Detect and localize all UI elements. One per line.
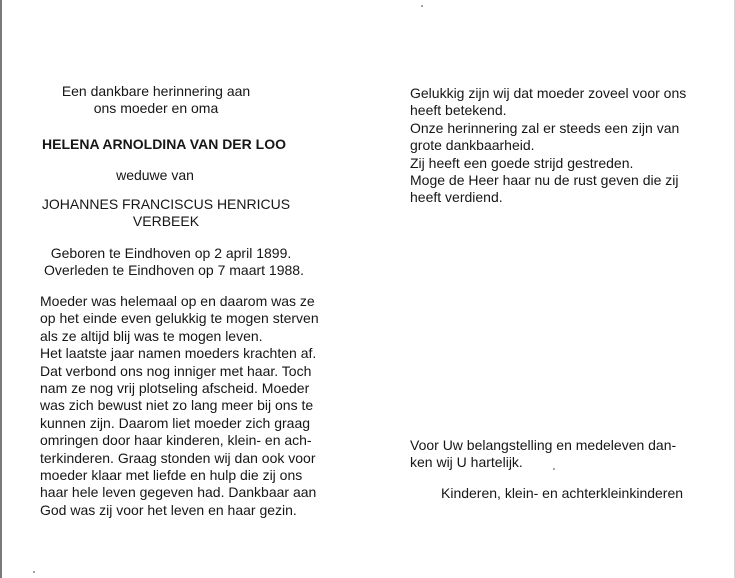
- right-text-line: Gelukkig zijn wij dat moeder zoveel voor ons: [410, 85, 687, 101]
- left-text-line: Dat verbond ons nog inniger met haar. Toch: [40, 362, 312, 379]
- left-text-line: God was zij voor het leven en haar gezin.: [40, 501, 297, 518]
- print-speck: [33, 571, 35, 573]
- left-text-line: terkinderen. Graag stonden wij dan ook voor: [40, 449, 316, 466]
- birth-date-line: Geboren te Eindhoven op 2 april 1899.: [50, 245, 292, 261]
- thanks-text: [410, 437, 702, 472]
- left-text-line: moeder klaar met liefde en hulp die zij ons: [40, 467, 303, 484]
- left-memorial-text: [40, 293, 326, 519]
- relation-text: weduwe van: [116, 167, 194, 183]
- death-date-line: Overleden te Eindhoven op 7 maart 1988.: [44, 262, 304, 278]
- left-text-line: Het laatste jaar namen moeders krachten af.: [40, 345, 317, 362]
- left-text-line: was zich bewust niet zo lang meer bij ons te: [40, 397, 314, 414]
- thanks-line: ken wij U hartelijk.: [410, 454, 523, 471]
- right-memorial-text: [410, 85, 706, 207]
- spouse-line-1: JOHANNES FRANCISCUS HENRICUS: [41, 196, 291, 212]
- right-text-line: Onze herinnering zal er steeds een zijn van: [410, 119, 680, 136]
- print-speck: [421, 5, 423, 7]
- left-text-line: op het einde even gelukkig te mogen sterven: [40, 310, 319, 327]
- left-border: [0, 0, 2, 578]
- right-text-line: heeft verdiend.: [410, 189, 503, 206]
- signature-line: Kinderen, klein- en achterkleinkinderen: [441, 485, 684, 501]
- intro-line-1: Een dankbare herinnering aan: [61, 83, 251, 99]
- deceased-name: HELENA ARNOLDINA VAN DER LOO: [42, 136, 286, 152]
- left-text-line: Moeder was helemaal op en daarom was ze: [40, 293, 315, 309]
- right-text-line: Zij heeft een goede strijd gestreden.: [410, 154, 634, 171]
- right-text-line: grote dankbaarheid.: [410, 137, 535, 154]
- left-text-line: nam ze nog vrij plotseling afscheid. Moeder: [40, 380, 310, 397]
- left-text-line: haar hele leven gegeven had. Dankbaar aan: [40, 484, 317, 501]
- left-text-line: als ze altijd blij was te mogen leven.: [40, 327, 263, 344]
- intro-line-2: ons moeder en oma: [93, 100, 219, 116]
- spouse-line-2: VERBEEK: [132, 213, 200, 229]
- print-speck: [553, 468, 555, 470]
- left-text-line: kunnen zijn. Daarom liet moeder zich graag: [40, 414, 311, 431]
- right-text-line: Moge de Heer haar nu de rust geven die zij: [410, 172, 679, 189]
- right-text-line: heeft betekend.: [410, 102, 507, 119]
- thanks-line: Voor Uw belangstelling en medeleven dan-: [410, 437, 677, 453]
- left-text-line: omringen door haar kinderen, klein- en ach-: [40, 432, 312, 449]
